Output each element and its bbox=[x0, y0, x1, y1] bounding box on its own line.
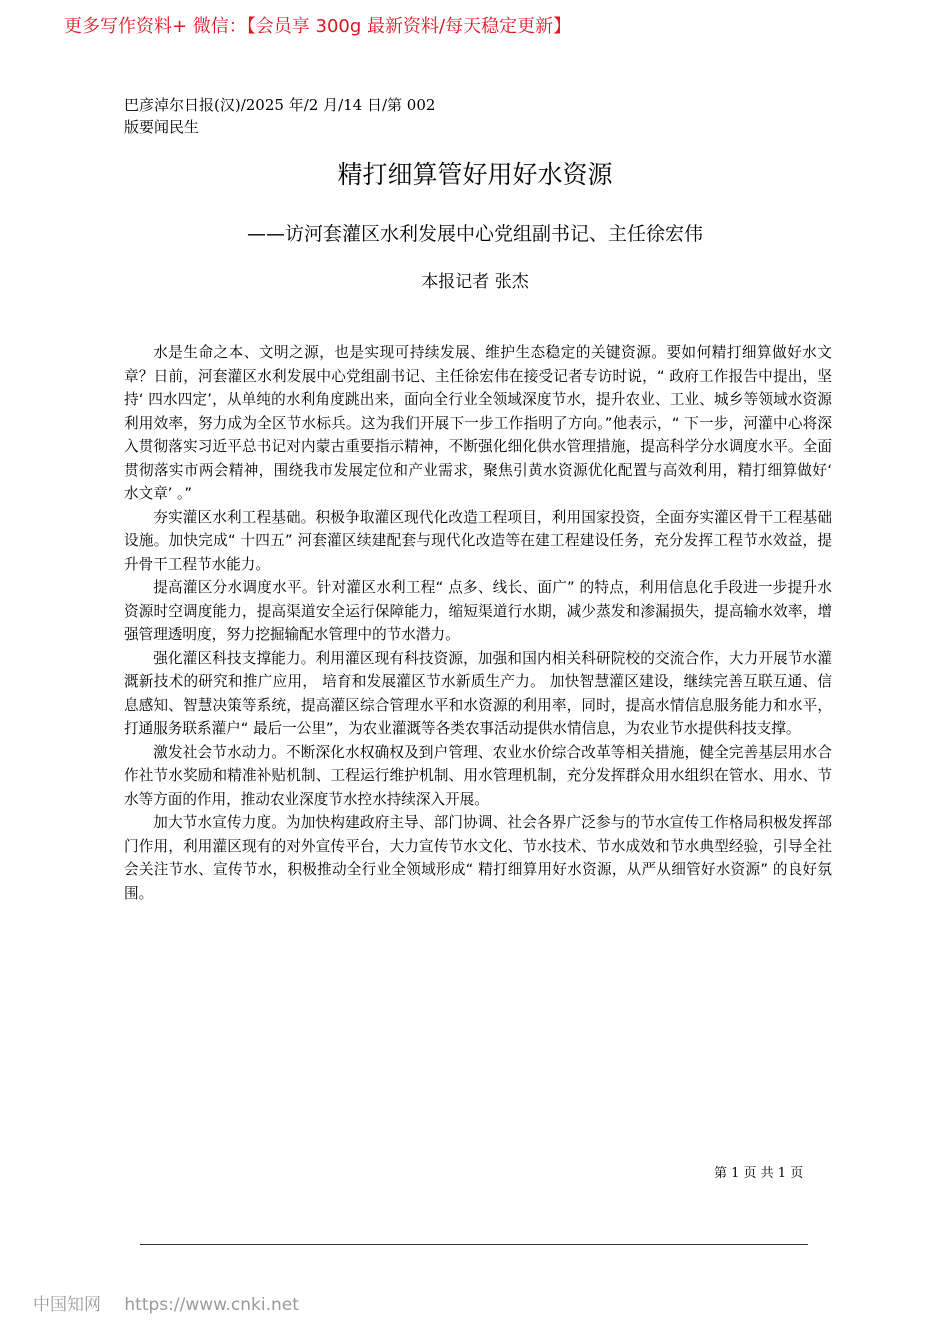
article-title: 精打细算管好用好水资源 bbox=[337, 160, 613, 189]
paragraph: 加大节水宣传力度。为加快构建政府主导、部门协调、社会各界广泛参与的节水宣传工作格局积极发挥部门作用，利用灌区现有的对外宣传平台，大力宣传节水文化、节水技术、节水成效和节水典型经验，引导全社会关注节水、宣传节水，积极推动全行业全领域形成“ 精打细算用好水资源，从严从细管好水资源” 的良好氛围。 bbox=[124, 814, 832, 902]
source-meta bbox=[124, 94, 435, 138]
source-line: 巴彦淖尔日报(汉)/2025 年/2 月/14 日/第 002 bbox=[124, 96, 436, 114]
paragraph: 强化灌区科技支撑能力。利用灌区现有科技资源，加强和国内相关科研院校的交流合作，大力开展节水灌溉新技术的研究和推广应用， 培育和发展灌区节水新质生产力。 加快智慧灌区建设，继续完善互联互通、信息感知、智慧决策等系统，提高灌区综合管理水平和水资源的利用率，同时，提高水情信息服务能力和水平，打通服务联系灌户“ 最后一公里”，为农业灌溉等各类农事活动提供水情信息，为农业节水提供科技支撑。 bbox=[124, 649, 832, 737]
cnki-url-link[interactable]: https://www.cnki.net bbox=[124, 1295, 299, 1315]
article-author: 本报记者 张杰 bbox=[421, 272, 529, 292]
paragraph: 激发社会节水动力。不断深化水权确权及到户管理、农业水价综合改革等相关措施，健全完善基层用水合作社节水奖励和精准补贴机制、工程运行维护机制、用水管理机制，充分发挥群众用水组织在管水、用水、节水等方面的作用，推动农业深度节水控水持续深入开展。 bbox=[124, 743, 832, 808]
footer-divider bbox=[140, 1244, 808, 1245]
article-subtitle: ——访河套灌区水利发展中心党组副书记、主任徐宏伟 bbox=[246, 223, 703, 245]
paragraph: 夯实灌区水利工程基础。积极争取灌区现代化改造工程项目，利用国家投资，全面夯实灌区骨干工程基础设施。加快完成“ 十四五” 河套灌区续建配套与现代化改造等在建工程建设任务，充分发挥工程节水效益，提升骨干工程节水能力。 bbox=[124, 508, 832, 573]
cnki-brand: 中国知网 bbox=[33, 1295, 101, 1315]
paragraph: 提高灌区分水调度水平。针对灌区水利工程“ 点多、线长、面广” 的特点，利用信息化手段进一步提升水资源时空调度能力，提高渠道安全运行保障能力，缩短渠道行水期，减少蒸发和渗漏损失，提高输水效率，增强管理透明度，努力挖掘输配水管理中的节水潜力。 bbox=[124, 579, 832, 643]
page-indicator: 第 1 页 共 1 页 bbox=[714, 1166, 804, 1181]
paragraph: 水是生命之本、文明之源，也是实现可持续发展、维护生态稳定的关键资源。要如何精打细算做好水文章？日前，河套灌区水利发展中心党组副书记、主任徐宏伟在接受记者专访时说，“ 政府工作报告中提出，坚持‘ 四水四定’，从单纯的水利角度跳出来，面向全行业全领域深度节水，提升农业、工业、城乡等领域水资源利用效率，努力成为全区节水标兵。这为我们开展下一步工作指明了方向。”他表示，“ 下一步，河灌中心将深入贯彻落实习近平总书记对内蒙古重要指示精神，不断强化细化供水管理措施，提高科学分水调度水平。全面贯彻落实市两会精神，围绕我市发展定位和产业需求，聚焦引黄水资源优化配置与高效利用，精打细算做好‘ 水文章’ 。” bbox=[124, 344, 832, 502]
footer bbox=[33, 1293, 299, 1317]
section-line: 版要闻民生 bbox=[124, 118, 200, 136]
article-body bbox=[124, 341, 832, 905]
promo-banner: 更多写作资料+ 微信：【会员享 300g 最新资料/每天稳定更新】 bbox=[64, 16, 572, 37]
